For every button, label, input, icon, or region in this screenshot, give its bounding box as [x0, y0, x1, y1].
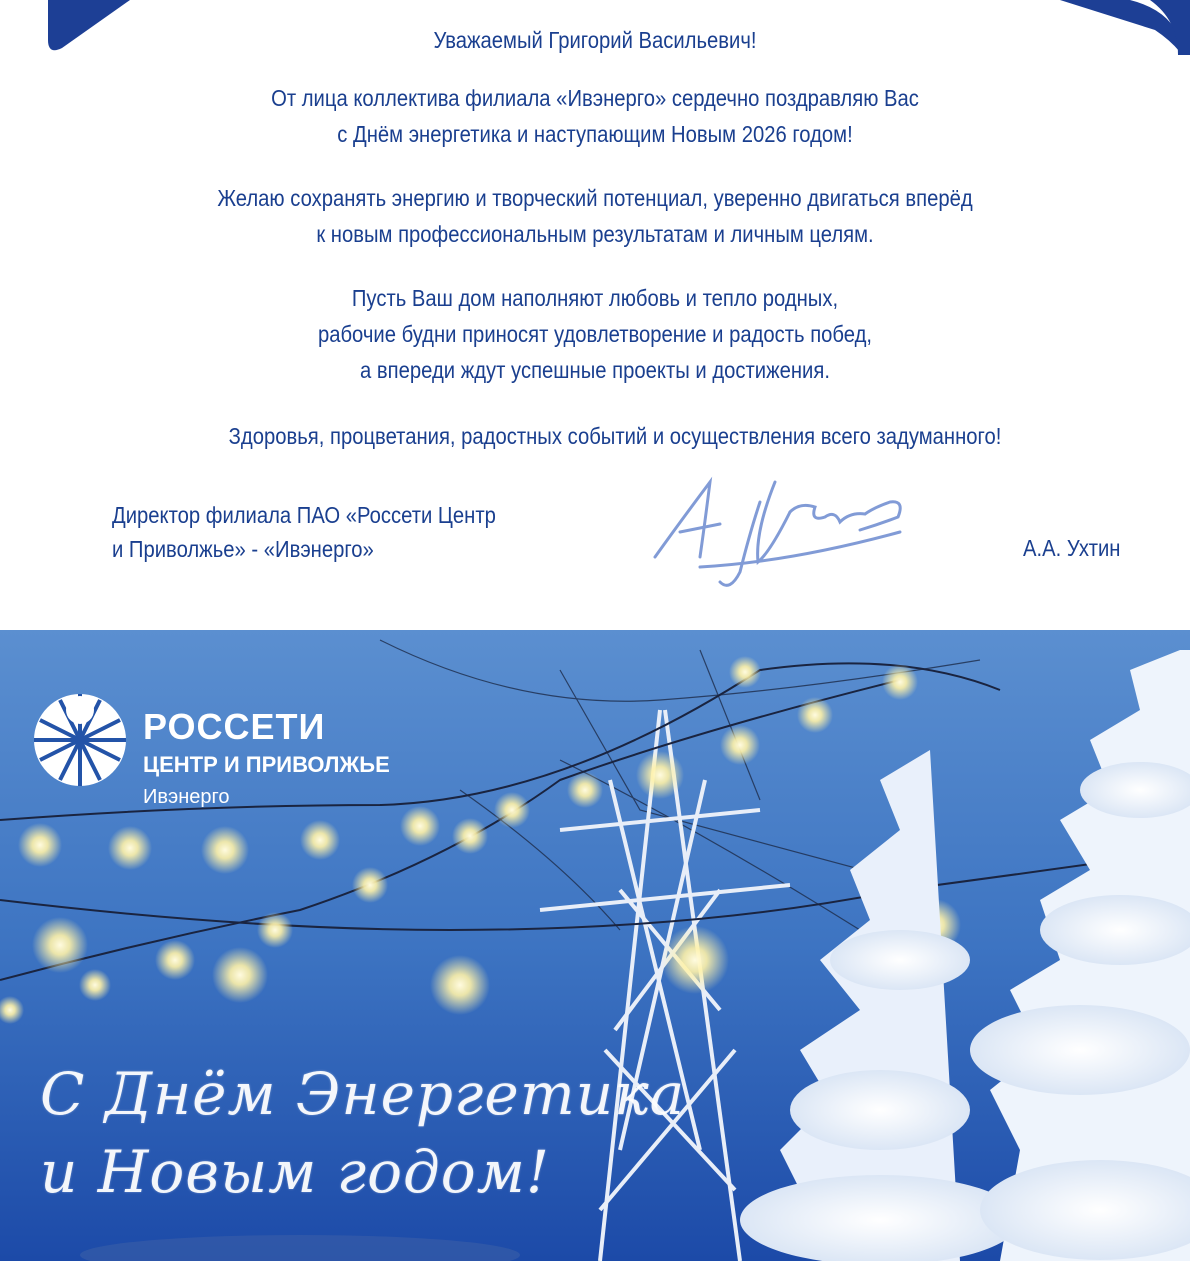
handwritten-signature [640, 462, 930, 602]
paragraph-congrats: От лица коллектива филиала «Ивэнерго» сердечно поздравляю Вас с Днём энергетика и наступающим Новым 2026 годом! [271, 85, 919, 147]
logo-branch-text: Ивэнерго [143, 786, 230, 808]
signature-name: А.А. Ухтин [1023, 535, 1121, 561]
salutation: Уважаемый Григорий Васильевич! [433, 27, 757, 53]
letter-sheet [0, 0, 1190, 620]
rosseti-logo-icon [34, 694, 126, 786]
paragraph-health: Здоровья, процветания, радостных событий и осуществления всего задуманного! [228, 423, 1002, 449]
greeting-line-2: и Новым годом! [40, 1138, 551, 1206]
logo-main-text: РОССЕТИ [143, 706, 326, 747]
greeting-line-1: С Днём Энергетика [40, 1060, 686, 1128]
greeting-card-image [0, 630, 1190, 1261]
paragraph-wishes: Желаю сохранять энергию и творческий потенциал, уверенно двигаться вперёд к новым профессиональным результатам и личным целям. [217, 185, 973, 247]
signature-title: Директор филиала ПАО «Россети Центр и Приволжье» - «Ивэнерго» [112, 502, 496, 562]
logo-sub-text: ЦЕНТР И ПРИВОЛЖЬЕ [143, 752, 390, 777]
paragraph-home: Пусть Ваш дом наполняют любовь и тепло родных, рабочие будни приносят удовлетворение и радость побед, а впереди ждут успешные проекты и достижения. [317, 285, 873, 383]
